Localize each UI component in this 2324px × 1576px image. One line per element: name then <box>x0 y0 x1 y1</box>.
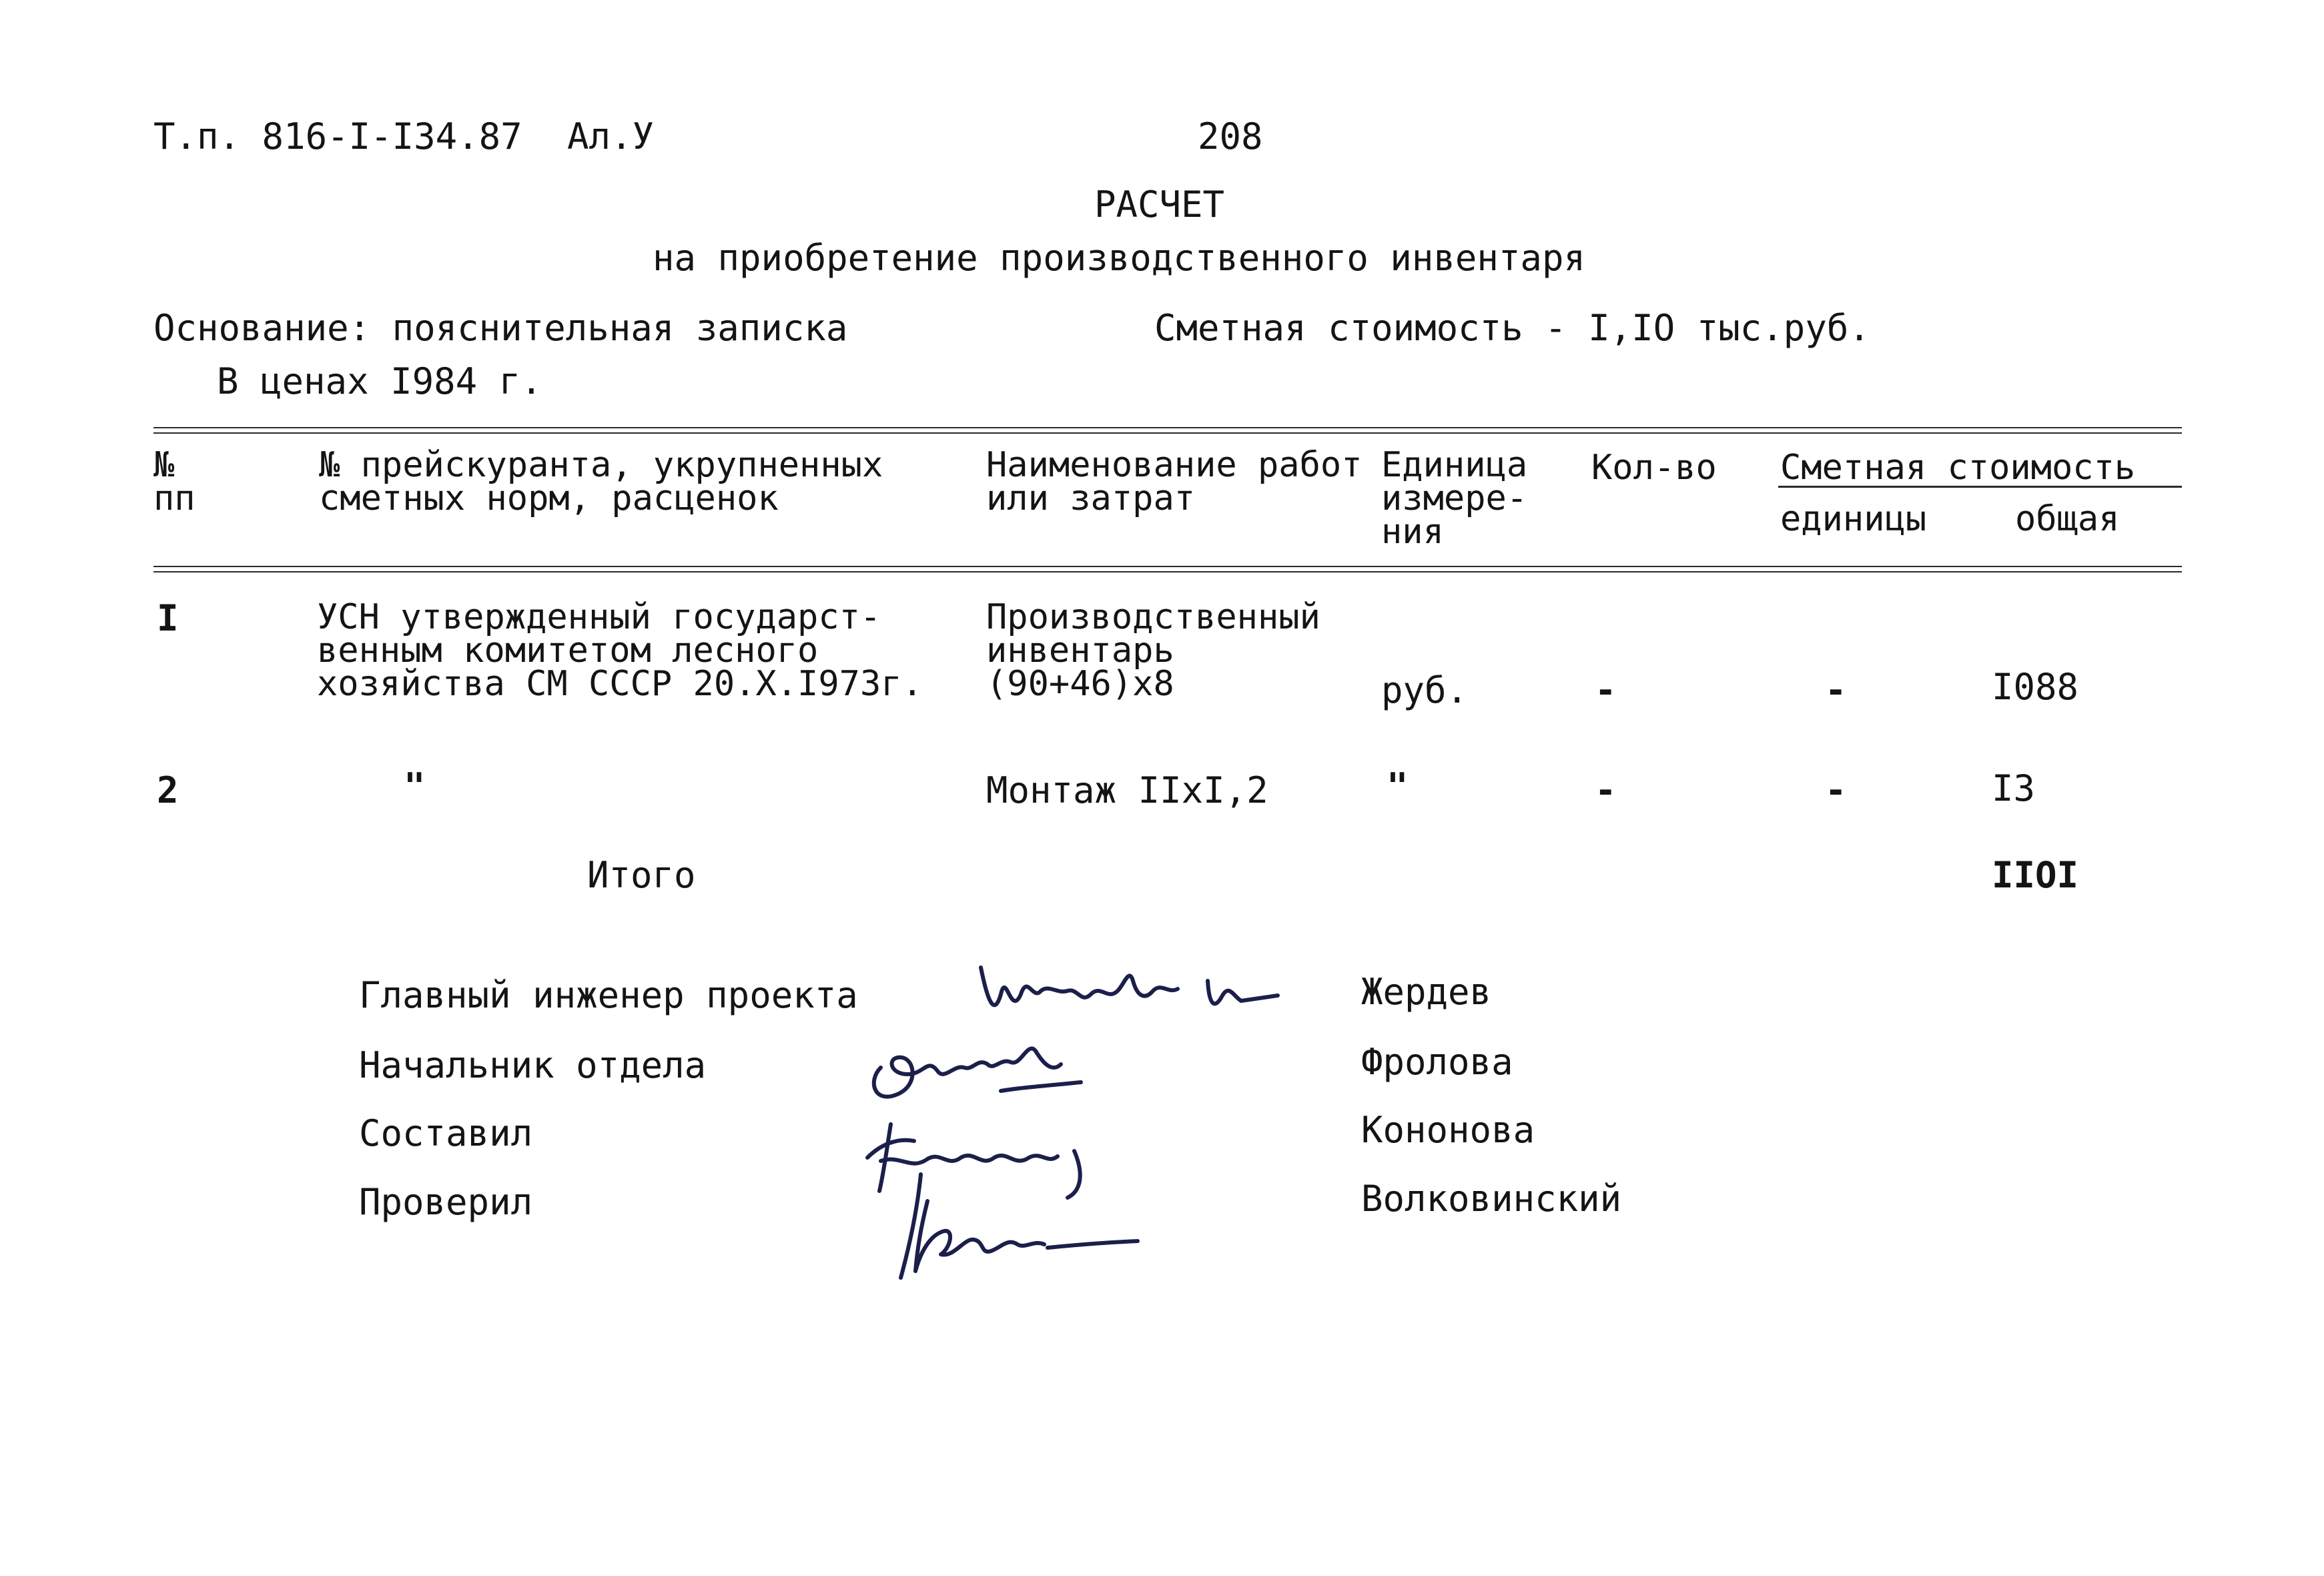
page-number: 208 <box>1198 115 1263 157</box>
header-col-number: № пп <box>153 445 196 518</box>
signature-name-chief-engineer: Жердев <box>1361 971 1492 1013</box>
row-2-cost-unit: - <box>1825 769 1847 811</box>
row-2-unit: " <box>1387 765 1409 807</box>
document-title: РАСЧЕТ <box>1094 183 1225 226</box>
row-2-name: Монтаж IIxI,2 <box>986 769 1268 811</box>
row-1-name: Производственный инвентарь (90+46)x8 <box>986 597 1320 704</box>
total-value: IIOI <box>1992 854 2079 896</box>
row-2-cost-total: I3 <box>1992 767 2036 809</box>
document-code: Т.п. 816-I-I34.87 <box>153 115 522 157</box>
row-1-qty: - <box>1595 669 1617 711</box>
signature-role-checker: Проверил <box>359 1181 533 1223</box>
header-col-cost-total: общая <box>2015 499 2120 539</box>
table-header-bottom-rule <box>153 566 2182 572</box>
signature-name-head-of-department: Фролова <box>1361 1041 1513 1083</box>
row-1-cost-total: I088 <box>1992 666 2079 708</box>
row-1-number: I <box>157 597 179 639</box>
basis-line: Основание: пояснительная записка <box>153 307 848 349</box>
row-1-pricelist: УСН утвержденный государст- венным комитетом лесного хозяйства СМ СССР 20.X.I973г. <box>317 597 923 704</box>
row-1-unit: руб. <box>1381 669 1469 711</box>
signature-role-head-of-department: Начальник отдела <box>359 1044 707 1086</box>
header-col-unit: Единица измере- ния <box>1381 445 1528 552</box>
cost-header-underline <box>1778 486 2182 488</box>
handwritten-signature-head-of-department <box>861 1028 1101 1114</box>
row-2-number: 2 <box>157 769 179 811</box>
row-2-pricelist: " <box>404 765 426 807</box>
handwritten-signature-checker <box>881 1161 1148 1281</box>
header-col-pricelist: № прейскуранта, укрупненных сметных норм, расценок <box>319 445 883 518</box>
price-level: В ценах I984 г. <box>217 360 542 402</box>
header-col-cost: Сметная стоимость <box>1780 448 2136 488</box>
header-col-qty: Кол-во <box>1591 448 1717 488</box>
table-top-rule <box>153 427 2182 434</box>
estimated-cost: Сметная стоимость - I,IO тыс.руб. <box>1154 307 1870 349</box>
row-1-cost-unit: - <box>1825 669 1847 711</box>
row-2-qty: - <box>1595 769 1617 811</box>
signature-name-checker: Волковинский <box>1361 1178 1622 1220</box>
album-number: Ал.У <box>567 115 655 157</box>
header-col-cost-unit: единицы <box>1780 499 1927 539</box>
header-col-name: Наименование работ или затрат <box>986 445 1363 518</box>
signature-role-compiler: Составил <box>359 1112 533 1154</box>
signature-role-chief-engineer: Главный инженер проекта <box>359 974 858 1016</box>
total-label: Итого <box>587 854 696 896</box>
signature-name-compiler: Кононова <box>1361 1109 1535 1151</box>
document-subtitle: на приобретение производственного инвентаря <box>653 237 1585 279</box>
